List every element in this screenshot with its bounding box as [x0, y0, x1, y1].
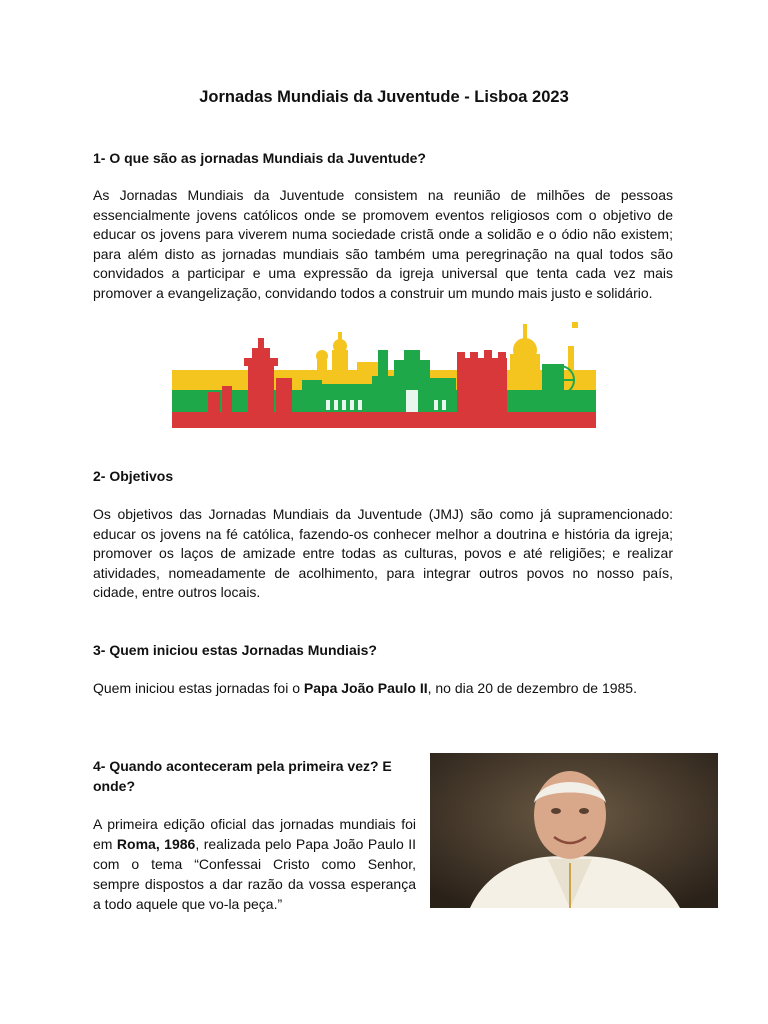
section-4-text-bold: Roma, 1986	[116, 836, 196, 852]
lisbon-skyline-banner	[172, 320, 596, 428]
section-3-text	[93, 679, 673, 699]
document-title: Jornadas Mundiais da Juventude - Lisboa 2023	[199, 88, 569, 106]
banner-red-band	[172, 412, 596, 428]
section-1-text: As Jornadas Mundiais da Juventude consistem na reunião de milhões de pessoas essencialmente jovens católicos onde se promovem eventos religiosos com o objetivo de educar os jovens para viverem numa sociedade cristã onde a solidão e o ódio não existem; para além disto as jornadas mundiais são também uma peregrinação na qual todos são convidados a participar e uma expressão da igreja universal que tenta cada vez mais promover a evangelização, convidando todos a construir um mundo mais justo e solidário.	[93, 187, 673, 301]
section-2-heading: 2- Objetivos	[93, 468, 174, 484]
section-3-text-bold: Papa João Paulo II	[303, 680, 428, 696]
section-4-heading: 4- Quando aconteceram pela primeira vez? E onde?	[93, 758, 392, 794]
section-3-text-after: , no dia 20 de dezembro de 1985.	[427, 680, 637, 696]
section-1-heading: 1- O que são as jornadas Mundiais da Juventude?	[93, 150, 426, 166]
section-4-text-before: A primeira edição oficial das jornadas mundiais foi em	[93, 816, 416, 852]
pope-portrait-photo	[430, 753, 718, 908]
section-4-text-after: , realizada pelo Papa João Paulo II com o tema “Confessai Cristo como Senhor, sempre dispostos a dar razão da vossa esperança a todo aquele que vo-la peça.”	[93, 836, 416, 912]
section-3-text-before: Quem iniciou estas jornadas foi o	[93, 680, 304, 696]
section-3-heading: 3- Quem iniciou estas Jornadas Mundiais?	[93, 642, 377, 658]
section-4-text	[93, 814, 416, 914]
section-2-text: Os objetivos das Jornadas Mundiais da Juventude (JMJ) são como já supramencionado: educar os jovens na fé católica, fazendo-os conhecer melhor a doutrina e história da igreja; promover os laços de amizade entre todas as culturas, povos e até religiões; e realizar atividades, nomeadamente de acolhimento, para integrar outros povos no nosso país, cidade, entre outros locais.	[93, 506, 673, 600]
